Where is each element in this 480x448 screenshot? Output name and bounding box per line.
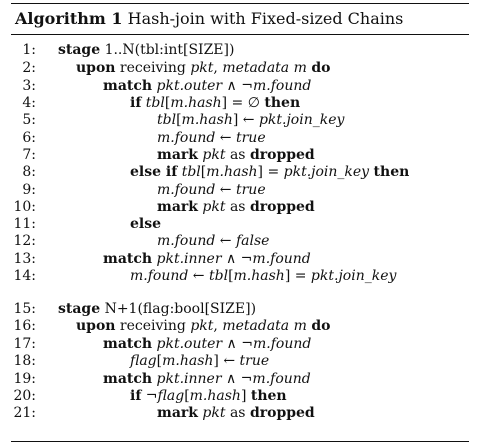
code-text: [ (228, 268, 234, 284)
code-text: ← (215, 233, 236, 249)
code-text: as (225, 147, 250, 163)
code-text: ∧ ¬ (222, 78, 253, 94)
line-number: 5: (22, 112, 36, 128)
keyword: match (103, 371, 153, 387)
math-term: m.hash (233, 268, 285, 284)
math-term: m.found (157, 130, 216, 146)
line-number: 19: (13, 371, 36, 387)
code-text: ] = ∅ (221, 95, 265, 111)
top-rule (11, 3, 469, 4)
line-number: 18: (13, 353, 36, 369)
bottom-rule (11, 441, 469, 442)
math-term: m.hash (162, 353, 214, 369)
keyword: if (130, 388, 142, 404)
code-text: [ (156, 353, 163, 369)
keyword: then (373, 164, 410, 180)
keyword: upon (76, 318, 116, 334)
line-code (76, 59, 330, 77)
line-number: 1: (22, 42, 36, 58)
math-term: tbl (208, 268, 229, 284)
keyword: then (264, 95, 301, 111)
math-term: true (239, 353, 270, 369)
algorithm-line (0, 300, 470, 318)
math-term: m.hash (189, 388, 241, 404)
math-term: m.found (130, 268, 189, 284)
algorithm-line (0, 370, 470, 388)
math-term: m.hash (170, 95, 222, 111)
caption-rule (11, 34, 469, 35)
algorithm-line (0, 215, 470, 233)
math-term: m.found (252, 371, 311, 387)
math-term: pkt (202, 405, 226, 421)
code-text: ← (188, 268, 209, 284)
line-code (157, 111, 344, 129)
math-term: m.found (157, 233, 216, 249)
math-term: pkt (202, 147, 226, 163)
line-code (157, 146, 315, 164)
line-code (58, 41, 234, 59)
line-number: 11: (13, 216, 36, 232)
keyword: if (130, 95, 142, 111)
algorithm-line (0, 111, 470, 129)
line-number: 13: (13, 251, 36, 267)
math-term: m.hash (181, 112, 233, 128)
code-text: [ (164, 95, 171, 111)
algorithm-line (0, 335, 470, 353)
line-number: 3: (22, 78, 36, 94)
line-number: 15: (13, 301, 36, 317)
keyword: mark (157, 147, 198, 163)
keyword: dropped (249, 147, 315, 163)
line-number: 14: (13, 268, 36, 284)
math-term: m.found (252, 78, 312, 94)
algorithm-title: Hash-join with Fixed-sized Chains (127, 9, 404, 28)
algorithm-line (0, 232, 470, 250)
code-text: ¬ (141, 388, 158, 404)
code-text: as (225, 199, 250, 215)
line-code (103, 370, 311, 388)
code-text: ] = (284, 268, 311, 284)
algorithm-line (0, 59, 470, 77)
algorithm-line (0, 198, 470, 216)
keyword: stage (58, 42, 101, 58)
algorithm-line (0, 94, 470, 112)
math-term: metadata m (222, 60, 307, 76)
algorithm-line (0, 146, 470, 164)
code-text: [ (176, 112, 182, 128)
math-term: pkt.inner (156, 251, 222, 267)
keyword: else (130, 216, 162, 232)
code-text: [ (184, 388, 190, 404)
code-text: ← (215, 182, 236, 198)
line-code (58, 300, 256, 318)
keyword: dropped (249, 199, 315, 215)
code-text: as (225, 405, 250, 421)
algorithm-line (0, 181, 470, 199)
keyword: dropped (249, 405, 315, 421)
algorithm-line (0, 41, 470, 59)
algorithm-line (0, 317, 470, 335)
math-term: pkt (190, 318, 214, 334)
math-term: tbl (181, 164, 201, 180)
line-code (157, 404, 315, 422)
keyword: stage (58, 301, 101, 317)
line-code (76, 317, 330, 335)
line-code (130, 94, 300, 112)
math-term: pkt.join_key (310, 268, 397, 284)
keyword: match (103, 78, 153, 94)
keyword: upon (76, 60, 116, 76)
line-code (130, 387, 287, 405)
line-number: 7: (22, 147, 36, 163)
line-number: 6: (22, 130, 36, 146)
code-text: ∧ ¬ (222, 336, 253, 352)
math-term: m.found (157, 182, 216, 198)
code-text: , (213, 318, 223, 334)
math-term: pkt.join_key (258, 112, 345, 128)
code-text: receiving (115, 318, 191, 334)
code-text: ] = (257, 164, 284, 180)
line-code (130, 215, 161, 233)
math-term: true (235, 130, 266, 146)
math-term: metadata m (222, 318, 307, 334)
math-term: pkt (202, 199, 226, 215)
line-code (157, 198, 315, 216)
keyword: then (250, 388, 287, 404)
code-text: ] (240, 388, 251, 404)
code-text: ← (215, 130, 236, 146)
algorithm-label: Algorithm 1 (15, 9, 123, 28)
code-text: ] ← (213, 353, 240, 369)
algorithm-caption (15, 8, 403, 30)
algorithm-line (0, 387, 470, 405)
line-code (130, 163, 409, 181)
code-text: N+1(flag:bool[SIZE]) (100, 301, 257, 317)
math-term: true (235, 182, 266, 198)
math-term: flag (130, 353, 157, 369)
line-number: 17: (13, 336, 36, 352)
line-number: 16: (13, 318, 36, 334)
algorithm-line (0, 250, 470, 268)
algorithm-line (0, 404, 470, 422)
algorithm-line (0, 77, 470, 95)
code-text: ∧ ¬ (221, 251, 253, 267)
algorithm-line (0, 267, 470, 285)
line-code (103, 250, 311, 268)
line-code (130, 267, 396, 285)
keyword: match (103, 251, 153, 267)
line-code (157, 129, 266, 147)
math-term: m.found (252, 336, 312, 352)
code-text: , (213, 60, 223, 76)
line-number: 12: (13, 233, 36, 249)
math-term: false (235, 233, 270, 249)
math-term: pkt.outer (156, 336, 223, 352)
math-term: flag (157, 388, 185, 404)
code-text: 1..N(tbl:int[SIZE]) (100, 42, 235, 58)
math-term: m.hash (206, 164, 258, 180)
keyword: do (311, 60, 331, 76)
math-term: pkt.join_key (283, 164, 370, 180)
math-term: tbl (157, 112, 177, 128)
math-term: m.found (252, 251, 311, 267)
line-number: 10: (13, 199, 36, 215)
keyword: match (103, 336, 153, 352)
line-number: 9: (22, 182, 36, 198)
keyword: mark (157, 199, 198, 215)
algorithm-line (0, 163, 470, 181)
algorithm-line (0, 352, 470, 370)
line-number: 20: (13, 388, 36, 404)
keyword: do (311, 318, 331, 334)
line-number: 8: (22, 164, 36, 180)
line-number: 2: (22, 60, 36, 76)
line-number: 4: (22, 95, 36, 111)
math-term: tbl (145, 95, 165, 111)
code-text: [ (200, 164, 207, 180)
line-code (130, 352, 269, 370)
line-number: 21: (13, 405, 36, 421)
line-code (157, 232, 269, 250)
code-text: ] ← (232, 112, 259, 128)
line-code (157, 181, 266, 199)
line-code (103, 77, 311, 95)
keyword: else if (130, 164, 178, 180)
algorithm-line (0, 129, 470, 147)
math-term: pkt.inner (156, 371, 222, 387)
code-text: receiving (115, 60, 191, 76)
code-text: ∧ ¬ (221, 371, 253, 387)
math-term: pkt (190, 60, 214, 76)
keyword: mark (157, 405, 198, 421)
math-term: pkt.outer (156, 78, 223, 94)
line-code (103, 335, 311, 353)
